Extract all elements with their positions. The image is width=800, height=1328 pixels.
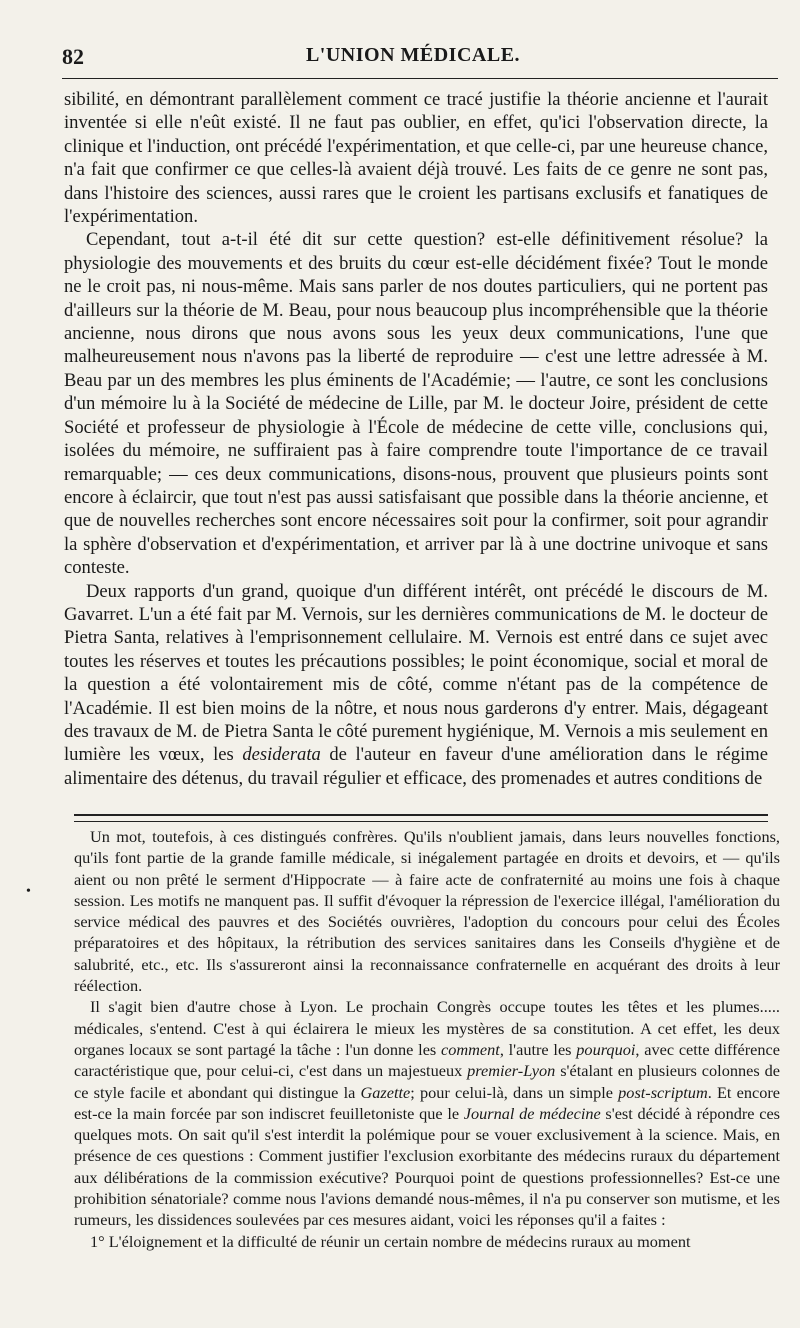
header-rule [62, 78, 778, 79]
main-text [64, 88, 768, 790]
footnotes [74, 826, 780, 1252]
note-text: ; pour celui-là, dans un simple [410, 1082, 619, 1102]
paragraph-3-text-b: de l'auteur en faveur d'une amélioration dans le régime alimentaire des détenus, du travail régulier et efficace, des promenades et autres conditions de [64, 744, 768, 789]
note-text: s'est décidé à répondre ces quelques mots. On sait qu'il s'est interdit la polémique pour se vouer exclusivement à la science. Mais, en présence de ces questions : Comment justifier l'exclusion exorbitante des médecins ruraux du département aux délibérations de la commission exécutive? Pourquoi point de questions professionnelles? Est-ce une prohibition sénatoriale? comme nous l'avions demandé nous-mêmes, il n'a pu conserver son mutisme, et les rumeurs, les dissidences soulevées par ces mesures aidant, voici les réponses qu'il a faites : [74, 1103, 781, 1230]
italic-journal-de-medecine: Journal de médecine [463, 1103, 601, 1123]
italic-comment: comment [441, 1039, 500, 1059]
paragraph-1: sibilité, en démontrant parallèlement comment ce tracé justifie la théorie ancienne et l'aurait inventée si elle n'eût existé. Il ne faut pas oublier, en effet, qu'ici l'observation directe, la clinique et l'induction, ont précédé l'expérimentation, et que celle-ci, par une heureuse chance, n'a fait que confirmer ce que celles-là avaient déjà trouvé. Les faits de ce genre ne sont pas, dans l'histoire des sciences, aussi rares que le croient les partisans exclusifs et fanatiques de l'expérimentation. [64, 89, 768, 228]
note-text: s'étalant en plusieurs colonnes de ce style facile et abondant qui distingue la [74, 1061, 780, 1102]
italic-gazette: Gazette [360, 1082, 411, 1102]
note-text: . Et encore est-ce la main forcée par son indiscret feuilletoniste que le [74, 1082, 780, 1123]
paragraph-3-text-a: Deux rapports d'un grand, quoique d'un différent intérêt, ont précédé le discours de M. Gavarret. L'un a été fait par M. Vernois, sur les dernières communications de M. le docteur de Pietra Santa, relatives à l'emprisonnement cellulaire. M. Vernois est entré dans ce sujet avec toutes les réserves et toutes les précautions possibles; le point économique, social et moral de la question a été volontairement mis de côté, comme n'étant pas de la compétence de l'Académie. Il est bien moins de la nôtre, et nous nous garderons d'y entrer. Mais, dégageant des travaux de M. de Pietra Santa le côté purement hygiénique, M. Vernois a mis seulement en lumière les vœux, les [64, 580, 768, 766]
page-number: 82 [62, 44, 84, 69]
margin-bullet: • [26, 884, 31, 899]
paragraph-3 [64, 580, 768, 791]
note-paragraph-1: Un mot, toutefois, à ces distingués confrères. Qu'ils n'oublient jamais, dans leurs nouvelles fonctions, qu'ils font partie de la grande famille médicale, si inégalement partagée en droits et devoirs, et — qu'ils aient ou non prêté le serment d'Hippocrate — à faire acte de confraternité au moins une fois à chaque session. Les motifs ne manquent pas. Il suffit d'évoquer la répression de l'exercice illégal, l'amélioration du service médical des pauvres et des Sociétés ouvrières, l'adoption du concours pour celui des Écoles préparatoires et des hôpitaux, la rétribution des services sanitaires dans les Conseils d'hygiène et de salubrité, etc., etc. Ils s'assureront ainsi la reconnaissance confraternelle en acquérant des droits à leur réélection. [74, 827, 780, 996]
note-text: Il s'agit bien d'autre chose à Lyon. Le prochain Congrès occupe toutes les têtes et les plumes..... médicales, s'entend. C'est à qui éclairera le mieux les mystères de sa constitution. A cet effet, les deux organes locaux se sont partagé la tâche : l'un donne les [74, 997, 780, 1059]
italic-desiderata: desiderata [242, 744, 321, 766]
footnote-rule [74, 814, 768, 822]
italic-pourquoi: pourquoi [576, 1039, 636, 1059]
running-title: L'UNION MÉDICALE. [305, 44, 521, 66]
note-paragraph-3: 1° L'éloignement et la difficulté de réunir un certain nombre de médecins ruraux au moment [90, 1231, 691, 1251]
paragraph-2: Cependant, tout a-t-il été dit sur cette question? est-elle définitivement résolue? la physiologie des mouvements et des bruits du cœur est-elle décidément fixée? Tout le monde ne le croit pas, ni nous-même. Mais sans parler de nos doutes particuliers, qui ne portent pas d'ailleurs sur la théorie de M. Beau, pour nous beaucoup plus incompréhensible que la théorie ancienne, nous dirons que nous avons sous les yeux deux communications, l'une que malheureusement nous n'avons pas la liberté de reproduire — c'est une lettre adressée à M. Beau par un des membres les plus éminents de l'Académie; — l'autre, ce sont les conclusions d'un mémoire lu à la Société de médecine de Lille, par M. le docteur Joire, président de cette Société et professeur de physiologie à l'École de médecine de cette ville, conclusions qui, isolées du mémoire, ne suffiraient pas à faire comprendre toute l'importance de ce travail remarquable; — ces deux communications, disons-nous, prouvent que plusieurs points sont encore à éclaircir, que tout n'est pas aussi satisfaisant que possible dans la théorie ancienne, et que de nouvelles recherches sont encore nécessaires soit pour la confirmer, soit pour agrandir la sphère d'observation et d'expérimentation, et arriver par là à une doctrine univoque et sans conteste. [64, 229, 768, 579]
italic-premier-lyon: premier-Lyon [467, 1061, 556, 1081]
note-text: , avec cette différence caractéristique que, pour celui-ci, c'est dans un majestueux [74, 1039, 780, 1081]
note-paragraph-2 [74, 996, 780, 1230]
page-header [62, 42, 764, 72]
note-text: , l'autre les [499, 1039, 577, 1059]
italic-post-scriptum: post-scriptum [618, 1082, 708, 1102]
